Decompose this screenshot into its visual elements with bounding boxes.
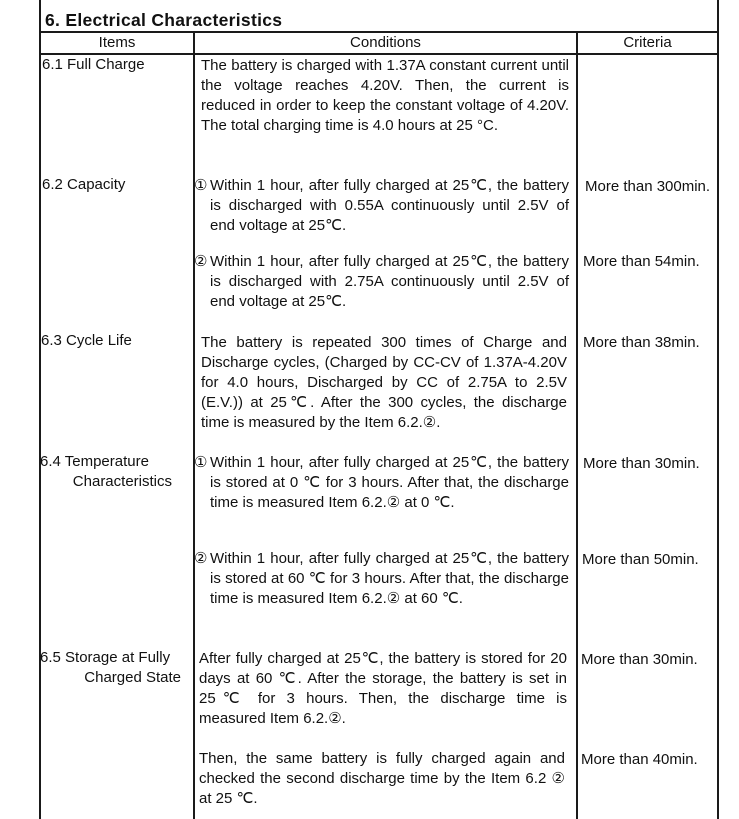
criteria-capacity-2: More than 54min. — [583, 253, 700, 270]
marker-circled-1: ① — [194, 454, 208, 471]
condition-text: Within 1 hour, after fully charged at 25℃, the battery is stored at 0 ℃ for 3 hours. After that, the discharge time is measured Item 6.2.② at 0 ℃. — [210, 454, 569, 511]
condition-text: Within 1 hour, after fully charged at 25℃, the battery is stored at 60 ℃ for 3 hours. After that, the discharge time is measured Item 6.2.② at 60 ℃. — [210, 550, 569, 607]
criteria-capacity-1: More than 300min. — [585, 178, 711, 195]
condition-capacity-1 — [194, 176, 569, 236]
title-bottom-rule — [39, 31, 719, 33]
item-full-charge: 6.1 Full Charge — [42, 56, 145, 73]
section-title: 6. Electrical Characteristics — [45, 10, 283, 30]
condition-temperature-2 — [194, 549, 569, 609]
marker-circled-2: ② — [194, 550, 208, 567]
criteria-cycle-life: More than 38min. — [583, 334, 700, 351]
item-storage — [40, 648, 181, 688]
items-column-divider — [193, 31, 195, 819]
item-temperature — [40, 452, 172, 492]
condition-storage-1: After fully charged at 25℃, the battery is stored for 20 days at 60 ℃. After the storage, the battery is set in 25℃ for 3 hours. Then, the discharge time is measured Item 6.2.②. — [199, 650, 567, 727]
condition-full-charge: The battery is charged with 1.37A constant current until the voltage reaches 4.20V. Then, the current is reduced in order to keep the constant voltage of 4.20V. The total charging time is 4.0 hours at 25 °C. — [201, 57, 569, 134]
table-left-border — [39, 0, 41, 819]
criteria-column-divider — [576, 31, 578, 819]
item-capacity: 6.2 Capacity — [42, 176, 126, 193]
item-storage-line2: Charged State — [84, 669, 181, 686]
criteria-temperature-2: More than 50min. — [582, 551, 699, 568]
condition-capacity-2 — [194, 252, 569, 312]
condition-text: Within 1 hour, after fully charged at 25℃, the battery is discharged with 2.75A continuously until 2.5V of end voltage at 25℃. — [210, 253, 569, 310]
item-cycle-life: 6.3 Cycle Life — [41, 332, 132, 349]
marker-circled-2: ② — [194, 253, 208, 270]
item-temperature-line2: Characteristics — [72, 473, 172, 490]
header-conditions: Conditions — [350, 34, 421, 51]
header-items: Items — [98, 34, 136, 51]
criteria-storage-1: More than 30min. — [581, 651, 698, 668]
criteria-temperature-1: More than 30min. — [583, 455, 700, 472]
criteria-storage-2: More than 40min. — [581, 751, 698, 768]
item-temperature-line1: 6.4 Temperature — [40, 453, 149, 470]
table-right-border — [717, 0, 719, 819]
header-criteria: Criteria — [623, 34, 672, 51]
condition-text: Within 1 hour, after fully charged at 25℃, the battery is discharged with 0.55A continuously until 2.5V of end voltage at 25℃. — [210, 177, 569, 234]
item-storage-line1: 6.5 Storage at Fully — [40, 649, 171, 666]
marker-circled-1: ① — [194, 177, 208, 194]
condition-cycle-life: The battery is repeated 300 times of Charge and Discharge cycles, (Charged by CC-CV of 1.37A-4.20V for 4.0 hours, Discharged by CC of 2.75A to 2.5V (E.V.)) at 25℃. After the 300 cycles, the discharge time is measured by the Item 6.2.②. — [201, 334, 567, 431]
condition-storage-2: Then, the same battery is fully charged again and checked the second discharge time by the Item 6.2 ② at 25 ℃. — [199, 750, 565, 807]
condition-temperature-1 — [194, 453, 569, 513]
